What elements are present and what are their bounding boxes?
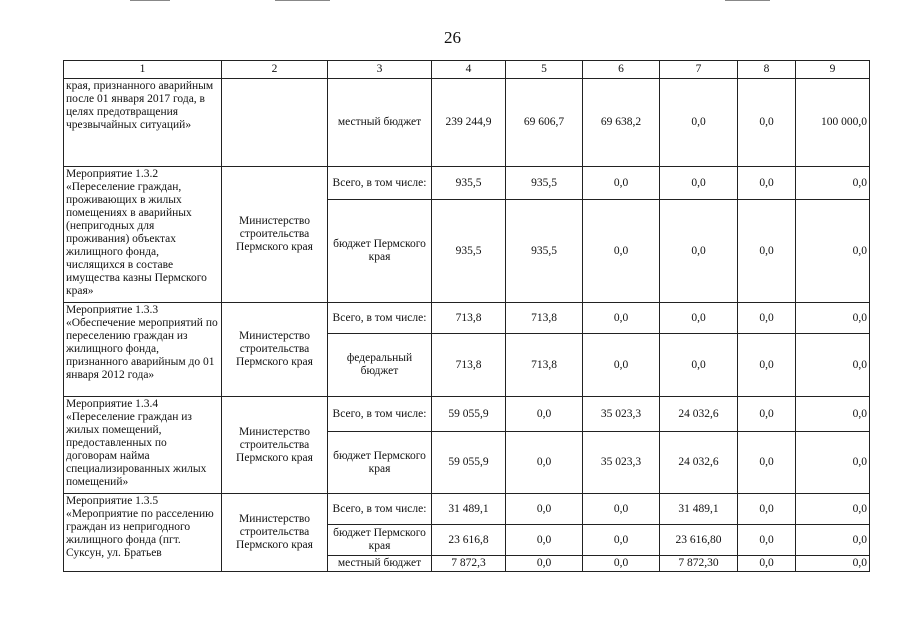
funding-source: бюджет Пермского края [328, 525, 432, 556]
value-cell: 0,0 [738, 525, 796, 556]
value-cell: 0,0 [738, 556, 796, 572]
value-cell: 0,0 [738, 432, 796, 494]
value-cell: 0,0 [583, 494, 660, 525]
funding-source: Всего, в том числе: [328, 303, 432, 334]
value-cell: 0,0 [738, 494, 796, 525]
responsible-executor: Министерство строительства Пермского края [222, 303, 328, 397]
value-cell: 713,8 [506, 334, 583, 397]
value-cell: 7 872,30 [660, 556, 738, 572]
value-cell: 69 606,7 [506, 79, 583, 167]
value-cell: 0,0 [583, 200, 660, 303]
responsible-executor: Министерство строительства Пермского края [222, 167, 328, 303]
value-cell: 935,5 [506, 200, 583, 303]
value-cell: 0,0 [506, 432, 583, 494]
measure-description: Мероприятие 1.3.2 «Переселение граждан, проживающих в жилых помещениях в аварийных (непригодных для проживания) объектах жилищного фонда, числящихся в составе имущества казны Пермского края» [64, 167, 222, 303]
funding-source: местный бюджет [328, 79, 432, 167]
responsible-executor: Министерство строительства Пермского края [222, 397, 328, 494]
value-cell: 0,0 [796, 334, 870, 397]
value-cell: 31 489,1 [432, 494, 506, 525]
value-cell: 0,0 [738, 334, 796, 397]
value-cell: 0,0 [506, 525, 583, 556]
value-cell: 0,0 [506, 556, 583, 572]
value-cell: 24 032,6 [660, 397, 738, 432]
value-cell: 0,0 [583, 525, 660, 556]
value-cell: 0,0 [660, 167, 738, 200]
measure-description: Мероприятие 1.3.4 «Переселение граждан из жилых помещений, предоставленных по договорам найма специализированных жилых помещений» [64, 397, 222, 494]
column-number: 2 [222, 61, 328, 79]
value-cell: 0,0 [738, 303, 796, 334]
value-cell: 713,8 [432, 303, 506, 334]
value-cell: 0,0 [506, 397, 583, 432]
value-cell: 935,5 [432, 200, 506, 303]
value-cell: 935,5 [432, 167, 506, 200]
value-cell: 0,0 [660, 303, 738, 334]
value-cell: 0,0 [738, 200, 796, 303]
column-number: 4 [432, 61, 506, 79]
value-cell: 0,0 [796, 303, 870, 334]
column-number: 1 [64, 61, 222, 79]
value-cell: 59 055,9 [432, 432, 506, 494]
program-table [63, 60, 870, 572]
value-cell: 35 023,3 [583, 397, 660, 432]
column-number: 7 [660, 61, 738, 79]
measure-description: Мероприятие 1.3.5 «Мероприятие по расселению граждан из непригодного жилищного фонда (пгт. Суксун, ул. Братьев [64, 494, 222, 572]
value-cell: 0,0 [796, 200, 870, 303]
column-number: 3 [328, 61, 432, 79]
value-cell: 0,0 [660, 334, 738, 397]
value-cell: 713,8 [432, 334, 506, 397]
value-cell: 59 055,9 [432, 397, 506, 432]
value-cell: 0,0 [660, 79, 738, 167]
measure-description: Мероприятие 1.3.3 «Обеспечение мероприятий по переселению граждан из жилищного фонда, признанного аварийным до 01 января 2012 года» [64, 303, 222, 397]
value-cell: 7 872,3 [432, 556, 506, 572]
value-cell: 935,5 [506, 167, 583, 200]
value-cell: 23 616,8 [432, 525, 506, 556]
value-cell: 0,0 [583, 167, 660, 200]
responsible-executor [222, 79, 328, 167]
value-cell: 0,0 [796, 432, 870, 494]
funding-source: бюджет Пермского края [328, 432, 432, 494]
funding-source: Всего, в том числе: [328, 167, 432, 200]
funding-source: бюджет Пермского края [328, 200, 432, 303]
value-cell: 31 489,1 [660, 494, 738, 525]
value-cell: 0,0 [796, 167, 870, 200]
column-number: 6 [583, 61, 660, 79]
value-cell: 69 638,2 [583, 79, 660, 167]
value-cell: 0,0 [583, 303, 660, 334]
funding-source: местный бюджет [328, 556, 432, 572]
value-cell: 23 616,80 [660, 525, 738, 556]
value-cell: 35 023,3 [583, 432, 660, 494]
funding-source: Всего, в том числе: [328, 494, 432, 525]
value-cell: 0,0 [583, 556, 660, 572]
table-row [64, 79, 870, 167]
table-row [64, 303, 870, 334]
column-number: 9 [796, 61, 870, 79]
value-cell: 0,0 [738, 79, 796, 167]
value-cell: 713,8 [506, 303, 583, 334]
value-cell: 0,0 [738, 397, 796, 432]
column-number: 5 [506, 61, 583, 79]
column-number: 8 [738, 61, 796, 79]
value-cell: 0,0 [796, 556, 870, 572]
table-row [64, 167, 870, 200]
value-cell: 239 244,9 [432, 79, 506, 167]
value-cell: 0,0 [660, 200, 738, 303]
column-number-row [64, 61, 870, 79]
measure-description: края, признанного аварийным после 01 января 2017 года, в целях предотвращения чрезвычайных ситуаций» [64, 79, 222, 167]
value-cell: 0,0 [796, 397, 870, 432]
value-cell: 0,0 [796, 494, 870, 525]
table-row [64, 494, 870, 525]
value-cell: 100 000,0 [796, 79, 870, 167]
page-number: 26 [444, 28, 461, 47]
value-cell: 0,0 [796, 525, 870, 556]
top-scan-marks [0, 0, 905, 4]
value-cell: 0,0 [583, 334, 660, 397]
table-row [64, 397, 870, 432]
value-cell: 0,0 [738, 167, 796, 200]
value-cell: 24 032,6 [660, 432, 738, 494]
funding-source: Всего, в том числе: [328, 397, 432, 432]
funding-source: федеральный бюджет [328, 334, 432, 397]
value-cell: 0,0 [506, 494, 583, 525]
responsible-executor: Министерство строительства Пермского края [222, 494, 328, 572]
